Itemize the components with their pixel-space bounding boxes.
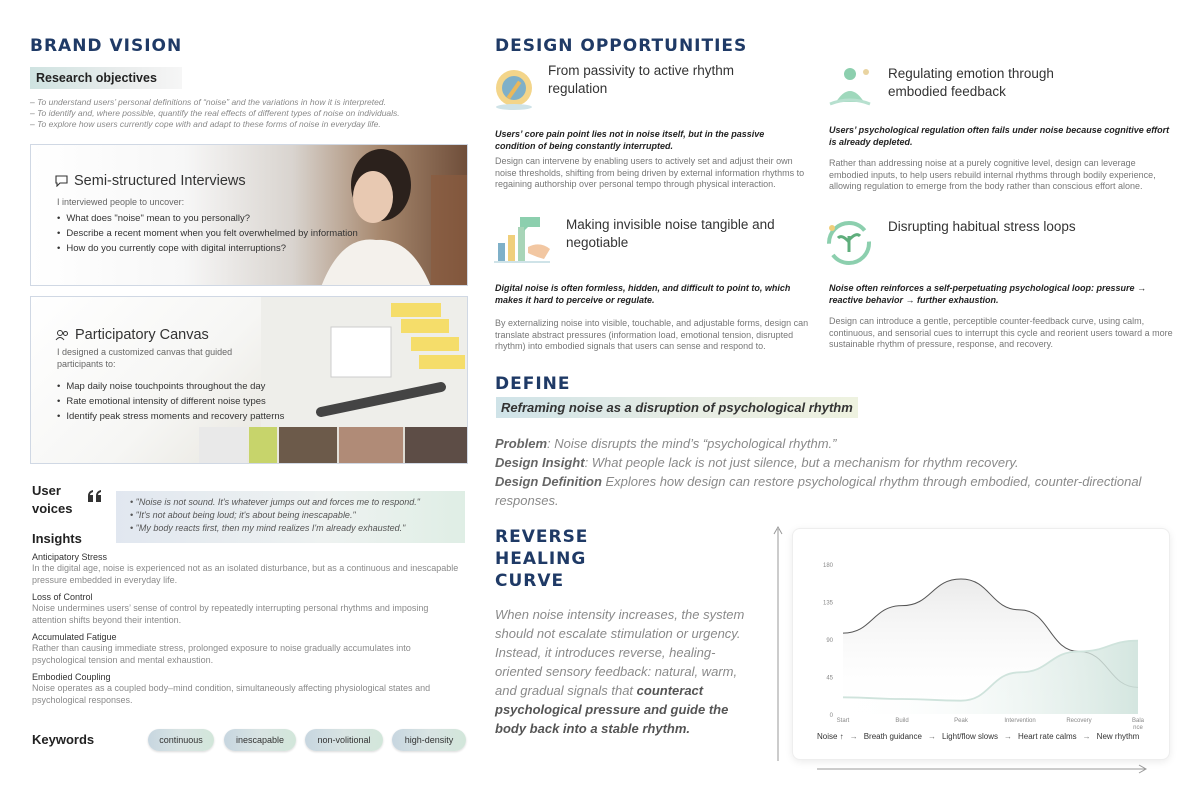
y-tick-label: 135 — [822, 600, 833, 607]
design-opportunities-title: DESIGN OPPORTUNITIES — [495, 36, 748, 56]
arrow-right-icon: → — [1003, 732, 1012, 741]
objective-3: – To explore how users currently cope with and adapt to these forms of noise in everyday life. — [30, 119, 381, 129]
insight-statement: Design Insight: What people lack is not just silence, but a mechanism for rhythm recovery. — [495, 455, 1019, 470]
opportunity-4-bold: Noise often reinforces a self-perpetuating psychological loop: pressure → reactive behavior → further exhaustion. — [829, 283, 1147, 305]
healing-curve-chart — [793, 529, 1171, 729]
quote-item: • "My body reacts first, then my mind realizes I'm already exhausted." — [130, 523, 406, 533]
flow-step: Noise ↑ — [817, 732, 844, 741]
keyword-pill: inescapable — [224, 729, 296, 751]
question-item: • What does "noise" mean to you personally? — [57, 211, 358, 226]
chart-card — [792, 528, 1170, 760]
quote-icon — [87, 489, 103, 503]
opportunity-3-title: Making invisible noise tangible and negotiable — [566, 217, 775, 250]
canvas-item: • Map daily noise touchpoints throughout the day — [57, 379, 284, 394]
x-axis-arrow — [815, 762, 1150, 776]
define-title: DEFINE — [495, 374, 571, 394]
define-statements — [495, 434, 1165, 510]
keyword-pill: non-volitional — [305, 729, 383, 751]
quote-item: • "Noise is not sound. It's whatever jumps out and forces me to respond." — [130, 497, 420, 507]
objective-2: – To identify and, where possible, quantify the real effects of different types of noise on individuals. — [30, 108, 400, 118]
x-tick-label: Intervention — [1004, 718, 1036, 724]
quote-item: • "It's not about being loud; it's about being inescapable." — [130, 510, 356, 520]
define-tag: Reframing noise as a disruption of psychological rhythm — [496, 397, 858, 418]
interviews-title: Semi-structured Interviews — [74, 173, 246, 189]
insight-item: Accumulated Fatigue Rather than causing immediate stress, prolonged exposure to noise gradually accumulates into psychological tension and mental exhaustion. — [32, 632, 411, 665]
flow-step: Light/flow slows — [941, 732, 998, 741]
y-tick-label: 90 — [826, 638, 833, 644]
opportunity-3-bold: Digital noise is often formless, hidden, and difficult to point to, which makes it hard to perceive or regulate. — [495, 283, 791, 305]
canvas-header — [55, 327, 209, 343]
flow-step: Heart rate calms — [1017, 732, 1077, 741]
flow-sequence — [817, 732, 1139, 741]
loop-plant-icon — [822, 216, 876, 270]
y-axis-arrow — [770, 525, 790, 765]
question-item: • Describe a recent moment when you felt overwhelmed by information — [57, 226, 358, 241]
objective-1: – To understand users’ personal definitions of “noise” and the variations in how it is interpreted. — [30, 97, 386, 107]
y-tick-label: 45 — [826, 675, 833, 682]
chat-bubble-icon — [55, 175, 68, 187]
x-tick-label: nce — [1133, 725, 1143, 729]
keyword-pill: continuous — [148, 729, 214, 751]
interviews-header — [55, 173, 246, 189]
opportunity-3-body: By externalizing noise into visible, touchable, and adjustable forms, design can translate abstract pressures (information load, emotional tension, disrupted rhythm) into embodied signals that users can sense and respond to. — [495, 318, 809, 351]
quotes-box — [116, 491, 465, 543]
keyword-pill: high-density — [392, 729, 466, 751]
insight-item: Loss of Control Noise undermines users’ sense of control by repeatedly interrupting personal rhythms and imposing attention shifts beyond their intention. — [32, 592, 429, 625]
canvas-item: • Rate emotional intensity of different noise types — [57, 394, 284, 409]
reverse-curve-text: When noise intensity increases, the system should not escalate stimulation or urgency. Instead, it introduces reverse, healing-oriented sensory feedback: natural, warm, and gradual signals that counteract psychological pressure and guide the body back into a stable rhythm. — [495, 607, 745, 736]
workshop-photos — [199, 427, 468, 464]
insight-item: Anticipatory Stress In the digital age, noise is experienced not as an isolated disturbance, but as a continuous and inescapable pressure embedded in everyday life. — [32, 552, 459, 585]
canvas-card — [30, 296, 468, 464]
opportunity-1-title: From passivity to active rhythm regulation — [548, 63, 735, 96]
reverse-curve-title: REVERSE HEALING CURVE — [495, 527, 589, 591]
bar-hand-icon — [492, 213, 552, 265]
x-tick-label: Start — [836, 718, 850, 724]
user-voices-title: User voices — [32, 483, 73, 516]
x-tick-label: Recovery — [1066, 718, 1092, 724]
brand-vision-title: BRAND VISION — [30, 36, 183, 56]
flow-step: Breath guidance — [863, 732, 922, 741]
canvas-items — [57, 379, 284, 424]
opportunity-2-body: Rather than addressing noise at a purely cognitive level, design can leverage embodied inputs, to help users rebuild internal rhythms through bodily experience, allowing regulation to emerge from the body rather than conscious effort alone. — [829, 158, 1156, 191]
insight-item: Embodied Coupling Noise operates as a coupled body–mind condition, simultaneously affecting physiological states and psychological responses. — [32, 672, 431, 705]
canvas-photo — [261, 297, 468, 427]
x-tick-label: Bala — [1131, 718, 1145, 724]
flow-step: New rhythm — [1096, 732, 1140, 741]
insights-list — [32, 552, 464, 706]
x-tick-label: Peak — [954, 718, 968, 724]
interviews-card — [30, 144, 468, 286]
question-item: • How do you currently cope with digital interruptions? — [57, 241, 358, 256]
canvas-item: • Identify peak stress moments and recovery patterns — [57, 409, 284, 424]
problem-statement: Problem: Noise disrupts the mind’s “psychological rhythm.” — [495, 436, 837, 451]
opportunity-1-body: Design can intervene by enabling users to actively set and adjust their own noise thresholds, shifting from being driven by external information rhythms to regaining authorship over personal tempo through physical interaction. — [495, 156, 805, 189]
rhythm-dial-icon — [492, 60, 536, 110]
x-tick-label: Build — [895, 718, 909, 724]
canvas-intro: I designed a customized canvas that guided participants to: — [57, 347, 233, 369]
users-icon — [55, 329, 69, 341]
opportunity-4-title: Disrupting habitual stress loops — [888, 219, 1076, 234]
opportunity-1-bold: Users’ core pain point lies not in noise itself, but in the passive condition of being constantly interrupted. — [495, 129, 765, 151]
keywords-title: Keywords — [32, 732, 95, 747]
opportunity-2-bold: Users’ psychological regulation often fails under noise because cognitive effort is already depleted. — [829, 125, 1170, 147]
arrow-right-icon: → — [1082, 732, 1091, 741]
definition-statement: Design Definition Explores how design can restore psychological rhythm through embodied, counter-directional responses. — [495, 474, 1142, 508]
arrow-right-icon: → — [927, 732, 936, 741]
opportunity-4-body: Design can introduce a gentle, perceptible counter-feedback curve, using calm, continuous, and sensorial cues to interrupt this cycle and reorient users toward a more sustainable rhythm of pressure, response, and recovery. — [829, 316, 1173, 349]
y-tick-label: 0 — [829, 713, 833, 719]
interviews-questions — [57, 211, 358, 256]
research-objectives-list — [30, 97, 470, 130]
canvas-title: Participatory Canvas — [75, 327, 209, 343]
y-tick-label: 180 — [822, 563, 833, 569]
research-objectives-label: Research objectives — [30, 67, 182, 89]
insights-title: Insights — [32, 531, 82, 546]
arrow-right-icon: → — [849, 732, 858, 741]
opportunity-2-title: Regulating emotion through embodied feedback — [888, 66, 1054, 99]
interviews-intro: I interviewed people to uncover: — [57, 197, 185, 207]
meditation-icon — [826, 62, 872, 112]
